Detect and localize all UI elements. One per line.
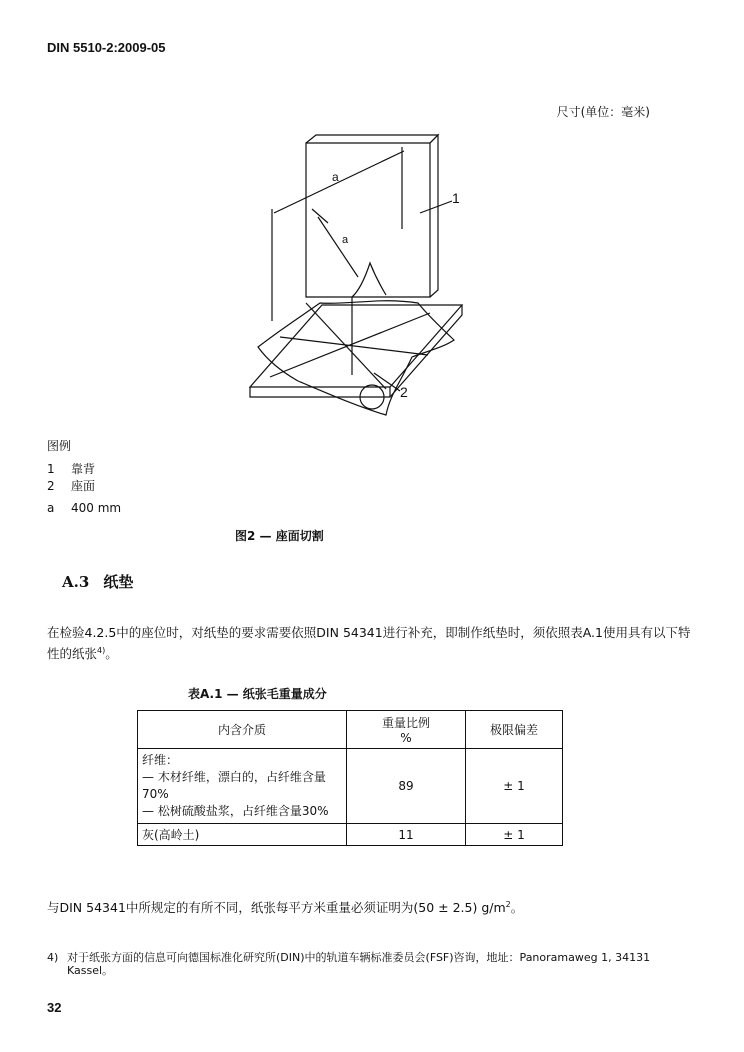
legend-text: 座面 [71, 479, 96, 493]
dimension-a-diagonal [318, 217, 358, 277]
legend-item [47, 460, 95, 477]
cell-line: 纤维： [142, 753, 179, 767]
note-text: 与DIN 54341中所规定的有所不同，纸张每平方米重量必须证明为(50 ± 2.5) g/m [47, 900, 506, 915]
legend-item [47, 501, 121, 515]
table-header-row [138, 711, 563, 749]
paper-tear [352, 263, 386, 297]
paragraph-text: 在检验4.2.5中的座位时，对纸垫的要求需要依照DIN 54341进行补充，即制作纸垫时，须依照表A.1使用具有以下特性的纸张 [47, 625, 691, 662]
page-number: 32 [47, 1000, 62, 1015]
table-row [138, 824, 563, 846]
section-number: A.3 [62, 573, 90, 591]
cell-weight: 11 [347, 824, 466, 846]
section-title: 纸垫 [103, 573, 134, 591]
table-caption: 表A.1 — 纸张毛重量成分 [188, 687, 327, 701]
cell-line: 灰(高岭土) [142, 828, 200, 842]
legend-text: 靠背 [71, 462, 96, 476]
paragraph-end: 。 [105, 646, 118, 662]
leader-line-2 [374, 373, 400, 391]
cut-line-2 [306, 303, 386, 389]
cell-medium [138, 824, 347, 846]
leader-line-1 [420, 201, 452, 213]
seat-cut-figure [240, 125, 470, 425]
footnote-text: 对于纸张方面的信息可向德国标准化研究所(DIN)中的轨道车辆标准委员会(FSF)咨询，地址：Panoramaweg 1, 34131 [67, 951, 651, 964]
footnote-line [47, 951, 667, 964]
dimensions-note: 尺寸(单位：毫米) [556, 105, 650, 119]
body-paragraph [47, 624, 697, 663]
label-a-diagonal: a [342, 234, 349, 246]
footnote-key: 4) [47, 951, 59, 964]
cell-medium [138, 749, 347, 824]
backrest-side [430, 135, 438, 297]
header-weight [347, 711, 466, 749]
note-end: 。 [510, 900, 524, 915]
legend-title: 图例 [47, 439, 72, 453]
composition-table [137, 710, 563, 846]
footnote-ref: 4) [97, 646, 106, 655]
legend-item [47, 477, 95, 494]
footnote-divider [47, 942, 127, 943]
backrest-top [306, 135, 438, 143]
cell-tolerance: ± 1 [466, 824, 563, 846]
dimension-a-horizontal [274, 151, 404, 213]
legend-text: 400 mm [71, 501, 122, 515]
seat-base-front [250, 387, 390, 397]
label-2: 2 [400, 384, 408, 400]
cut-line-3 [280, 337, 428, 355]
header-medium: 内含介质 [138, 711, 347, 749]
header-tolerance: 极限偏差 [466, 711, 563, 749]
cell-weight: 89 [347, 749, 466, 824]
document-id: DIN 5510-2:2009-05 [47, 40, 166, 55]
legend-key: 2 [47, 479, 55, 493]
legend-key: 1 [47, 462, 55, 476]
header-weight-line2: % [400, 731, 412, 745]
label-1: 1 [452, 190, 460, 206]
cell-line: — 松树硫酸盐浆，占纤维含量30% [142, 804, 329, 818]
table-row [138, 749, 563, 824]
cell-line: — 木材纤维，漂白的，占纤维含量70% [142, 770, 326, 801]
weight-note [47, 898, 523, 916]
label-a-horizontal: a [332, 170, 339, 184]
note-sup: 2 [505, 899, 511, 909]
header-weight-line1: 重量比例 [381, 716, 430, 730]
cell-tolerance: ± 1 [466, 749, 563, 824]
footnote [47, 951, 667, 977]
section-heading [62, 571, 133, 592]
legend-key: a [47, 501, 55, 515]
figure-caption: 图2 — 座面切割 [235, 529, 324, 543]
footnote-line: Kassel。 [67, 964, 114, 977]
